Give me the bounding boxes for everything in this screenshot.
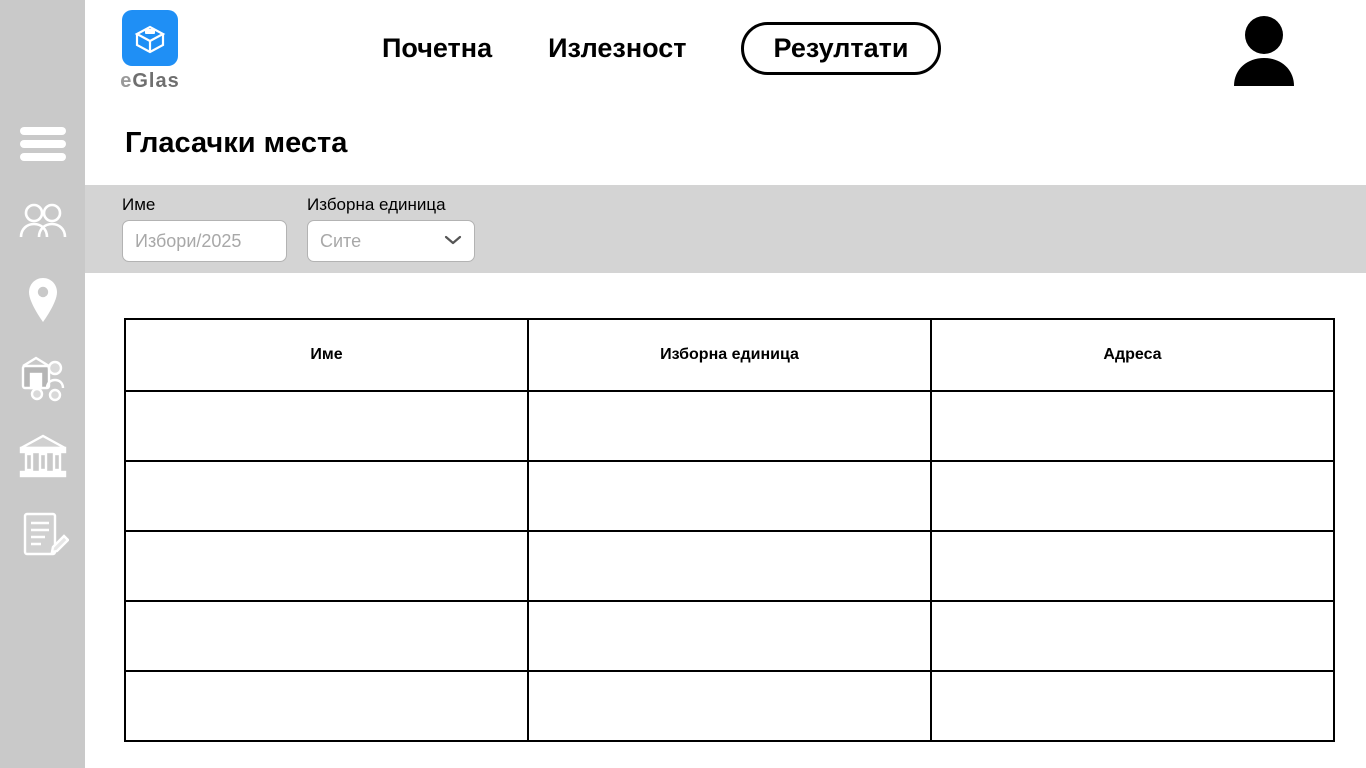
name-filter-field (122, 195, 287, 262)
cell-name (125, 671, 528, 741)
column-header-address: Адреса (931, 319, 1334, 391)
cell-address (931, 671, 1334, 741)
main-nav (380, 22, 941, 75)
brand-word-e: e (120, 70, 133, 92)
cell-name (125, 391, 528, 461)
page-title: Гласачки места (125, 126, 348, 159)
hamburger-lines (20, 127, 66, 161)
cell-address (931, 391, 1334, 461)
cell-unit (528, 531, 931, 601)
unit-filter-select[interactable]: Сите (307, 220, 475, 262)
table-head (125, 319, 1334, 391)
brand-wordmark (120, 70, 179, 93)
cell-name (125, 531, 528, 601)
cell-name (125, 601, 528, 671)
table-row[interactable] (125, 531, 1334, 601)
document-edit-icon[interactable] (17, 508, 69, 560)
page-title-bar (85, 101, 1366, 185)
content-area (85, 273, 1366, 768)
name-filter-label: Име (122, 195, 156, 214)
column-header-unit: Изборна единица (528, 319, 931, 391)
sidebar-icon-list (0, 118, 85, 560)
cell-name (125, 461, 528, 531)
users-group-icon[interactable] (17, 196, 69, 248)
brand-logo[interactable] (95, 10, 205, 93)
brand-word-glas: Glas (132, 70, 180, 92)
top-navigation-bar (85, 0, 1366, 101)
left-sidebar (0, 0, 85, 768)
table-row[interactable] (125, 461, 1334, 531)
table-row[interactable] (125, 391, 1334, 461)
government-building-icon[interactable] (17, 430, 69, 482)
nav-home[interactable]: Почетна (382, 33, 493, 63)
cell-address (931, 531, 1334, 601)
hamburger-menu-icon[interactable] (17, 118, 69, 170)
location-pin-icon[interactable] (17, 274, 69, 326)
polling-stations-table (124, 318, 1335, 742)
polling-station-icon[interactable] (17, 352, 69, 404)
cell-unit (528, 391, 931, 461)
cell-address (931, 461, 1334, 531)
unit-filter-field (307, 195, 475, 262)
name-filter-input[interactable] (122, 220, 287, 262)
user-avatar-icon[interactable] (1232, 14, 1296, 86)
table-row[interactable] (125, 601, 1334, 671)
column-header-name: Име (125, 319, 528, 391)
cell-address (931, 601, 1334, 671)
table-body (125, 391, 1334, 741)
cell-unit (528, 461, 931, 531)
cell-unit (528, 601, 931, 671)
table-row[interactable] (125, 671, 1334, 741)
nav-turnout[interactable]: Излезност (548, 33, 687, 63)
filter-bar (85, 185, 1366, 273)
cell-unit (528, 671, 931, 741)
unit-filter-label: Изборна единица (307, 195, 446, 214)
nav-results[interactable]: Резултати (741, 22, 942, 75)
table-header-row (125, 319, 1334, 391)
ballot-box-icon (122, 10, 178, 66)
unit-filter-select-wrap (307, 220, 475, 262)
